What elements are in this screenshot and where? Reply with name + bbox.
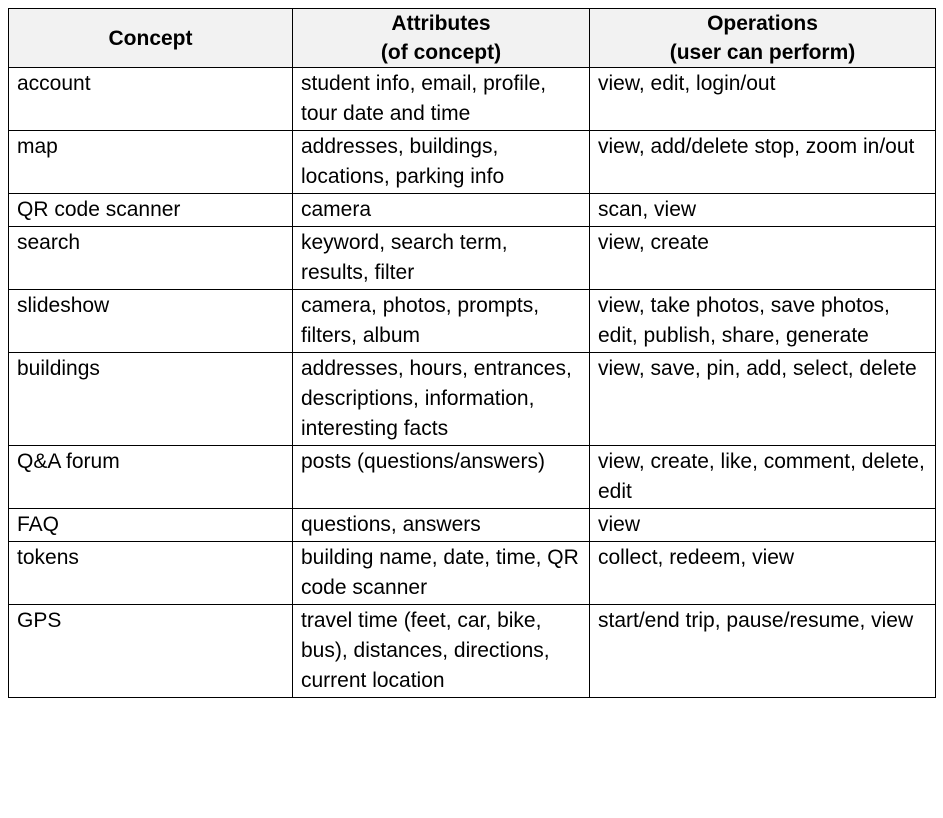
operations-cell: view, create, like, comment, delete, edit (590, 446, 936, 509)
header-operations-line-1: Operations (707, 12, 818, 35)
header-row (9, 9, 936, 68)
operations-cell: scan, view (590, 194, 936, 227)
header-attributes (293, 9, 590, 68)
operations-cell: collect, redeem, view (590, 542, 936, 605)
header-operations-line-2: (user can perform) (669, 41, 856, 64)
attributes-cell: camera (293, 194, 590, 227)
operations-cell: start/end trip, pause/resume, view (590, 605, 936, 698)
header-operations (590, 9, 936, 68)
concept-cell: search (9, 227, 293, 290)
attributes-cell: student info, email, profile, tour date and time (293, 68, 590, 131)
concept-cell: tokens (9, 542, 293, 605)
table-row (9, 131, 936, 194)
operations-cell: view, edit, login/out (590, 68, 936, 131)
attributes-cell: posts (questions/answers) (293, 446, 590, 509)
table-row (9, 353, 936, 446)
operations-cell: view, create (590, 227, 936, 290)
attributes-cell: building name, date, time, QR code scanner (293, 542, 590, 605)
table-row (9, 68, 936, 131)
table-row (9, 605, 936, 698)
header-concept-line-1: Concept (108, 26, 193, 50)
table-row (9, 227, 936, 290)
attributes-cell: travel time (feet, car, bike, bus), distances, directions, current location (293, 605, 590, 698)
concepts-table (8, 8, 936, 698)
concept-cell: FAQ (9, 509, 293, 542)
concept-cell: QR code scanner (9, 194, 293, 227)
concept-cell: buildings (9, 353, 293, 446)
operations-cell: view, save, pin, add, select, delete (590, 353, 936, 446)
attributes-cell: addresses, hours, entrances, descriptions, information, interesting facts (293, 353, 590, 446)
table-row (9, 194, 936, 227)
operations-cell: view, add/delete stop, zoom in/out (590, 131, 936, 194)
operations-cell: view, take photos, save photos, edit, publish, share, generate (590, 290, 936, 353)
concept-cell: map (9, 131, 293, 194)
attributes-cell: addresses, buildings, locations, parking info (293, 131, 590, 194)
concept-cell: Q&A forum (9, 446, 293, 509)
concept-cell: GPS (9, 605, 293, 698)
header-concept (9, 9, 293, 68)
operations-cell: view (590, 509, 936, 542)
table-row (9, 446, 936, 509)
concept-cell: slideshow (9, 290, 293, 353)
concept-cell: account (9, 68, 293, 131)
table-row (9, 542, 936, 605)
header-attributes-line-1: Attributes (391, 12, 491, 35)
attributes-cell: camera, photos, prompts, filters, album (293, 290, 590, 353)
table-row (9, 290, 936, 353)
header-attributes-line-2: (of concept) (380, 41, 502, 64)
attributes-cell: questions, answers (293, 509, 590, 542)
table-row (9, 509, 936, 542)
attributes-cell: keyword, search term, results, filter (293, 227, 590, 290)
